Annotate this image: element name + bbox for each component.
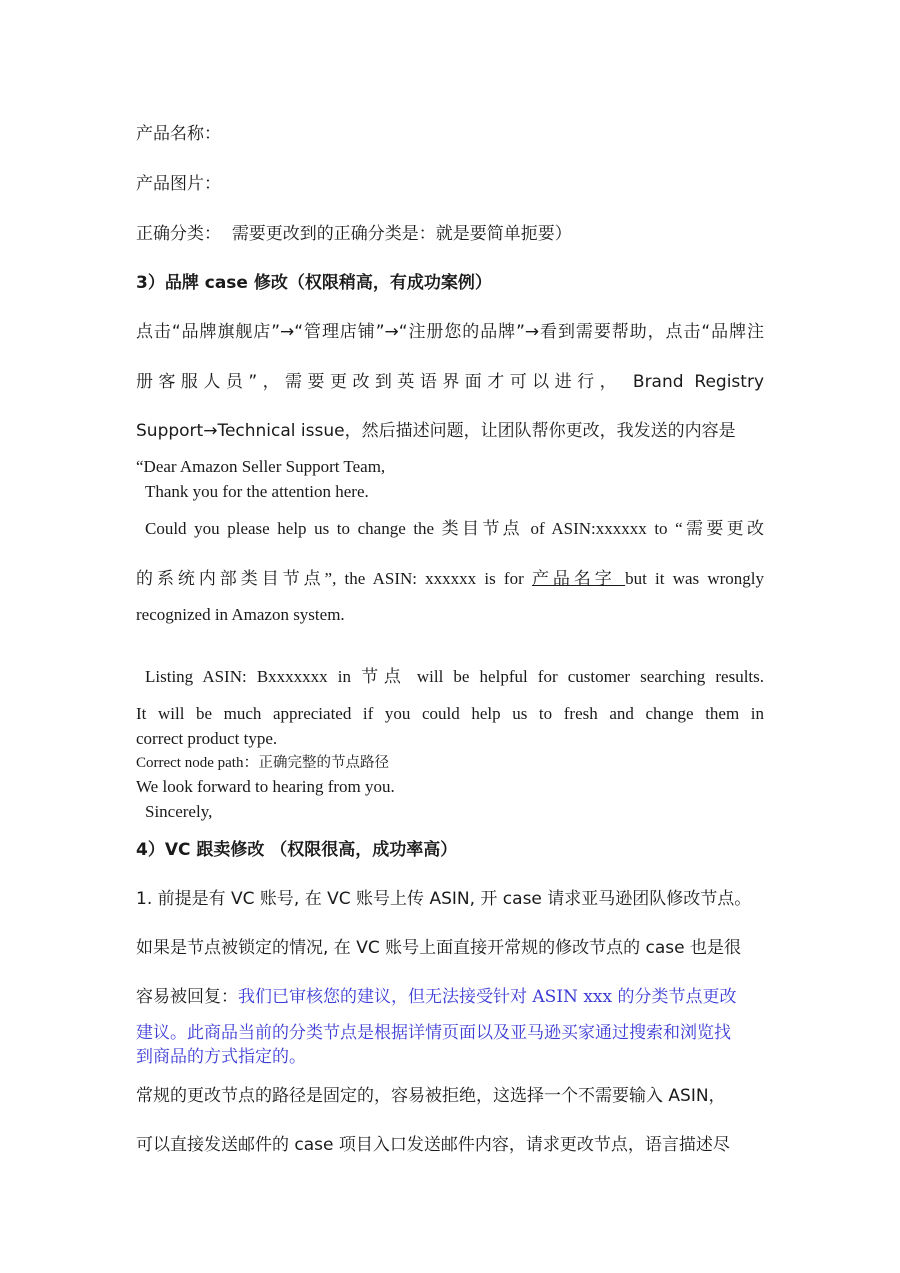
letter-listing-line — [136, 665, 764, 689]
letter-appreciate-line-2: correct product type. — [136, 729, 278, 748]
letter-request-line-2 — [136, 567, 764, 591]
letter-line2-text: 的系统内部类目节点”, the ASIN: xxxxxx is for — [136, 569, 532, 588]
product-name-placeholder: 产品名字 — [531, 569, 626, 589]
section3-paragraph-line-1: 点击“品牌旗舰店”→“管理店铺”→“注册您的品牌”→看到需要帮助，点击“品牌注 — [136, 322, 764, 342]
field-product-name: 产品名称： — [136, 124, 221, 144]
correct-category-label: 正确分类： — [136, 224, 221, 244]
reply-quote-2: 建议。此商品当前的分类节点是根据详情页面以及亚马逊买家通过搜索和浏览找 — [136, 1023, 731, 1043]
node-path-label: Correct node path： — [136, 755, 259, 771]
listing-text: Listing ASIN: Bxxxxxxx in — [145, 667, 362, 686]
letter-request-text: Could you please help us to change the — [145, 519, 442, 538]
section4-locked-line: 如果是节点被锁定的情况, 在 VC 账号上面直接开常规的修改节点的 case 也是很 — [136, 938, 742, 958]
category-node-text: 类目节点 — [441, 519, 523, 539]
node-path-value: 正确完整的节点路径 — [258, 755, 389, 771]
field-correct-category — [136, 222, 764, 246]
correct-category-hint: 需要更改到的正确分类是：就是要简单扼要） — [231, 224, 572, 244]
letter-appreciate-line-1: It will be much appreciated if you could help us to fresh and change them in — [136, 704, 764, 723]
letter-greeting: “Dear Amazon Seller Support Team, — [136, 457, 386, 476]
letter-request-line-3: recognized in Amazon system. — [136, 605, 345, 624]
letter-request-line-1 — [136, 517, 764, 541]
letter-request-text-2: of ASIN:xxxxxx to “需要更改 — [522, 519, 764, 538]
letter-node-path — [136, 750, 764, 775]
field-product-image: 产品图片： — [136, 174, 221, 194]
section4-normal-line-1: 常规的更改节点的路径是固定的，容易被拒绝，这选择一个不需要输入 ASIN， — [136, 1086, 726, 1106]
letter-look-forward: We look forward to hearing from you. — [136, 777, 395, 796]
reply-label: 容易被回复： — [136, 987, 238, 1007]
section4-heading: 4）VC 跟卖修改 （权限很高，成功率高） — [136, 840, 458, 860]
listing-node-text: 节点 — [361, 667, 407, 687]
section4-reply-line-1 — [136, 985, 764, 1009]
reply-quote-3: 到商品的方式指定的。 — [136, 1047, 306, 1067]
section3-paragraph-line-3: Support→Technical issue，然后描述问题，让团队帮你更改，我发送的内容是 — [136, 421, 736, 441]
section3-paragraph-line-2: 册客服人员”，需要更改到英语界面才可以进行， Brand Registry — [136, 372, 764, 392]
letter-sincerely: Sincerely, — [145, 802, 213, 821]
listing-text-2: will be helpful for customer searching results. — [406, 667, 765, 686]
letter-thanks: Thank you for the attention here. — [145, 482, 369, 501]
letter-line2-text-2: but it was wrongly — [625, 569, 764, 588]
section3-heading: 3）品牌 case 修改（权限稍高，有成功案例） — [136, 273, 492, 293]
section4-normal-line-2: 可以直接发送邮件的 case 项目入口发送邮件内容，请求更改节点，语言描述尽 — [136, 1135, 730, 1155]
reply-quote-1: 我们已审核您的建议，但无法接受针对 ASIN xxx 的分类节点更改 — [238, 987, 737, 1007]
section4-item-1: 1. 前提是有 VC 账号, 在 VC 账号上传 ASIN, 开 case 请求亚马逊团队修改节点。 — [136, 889, 752, 909]
